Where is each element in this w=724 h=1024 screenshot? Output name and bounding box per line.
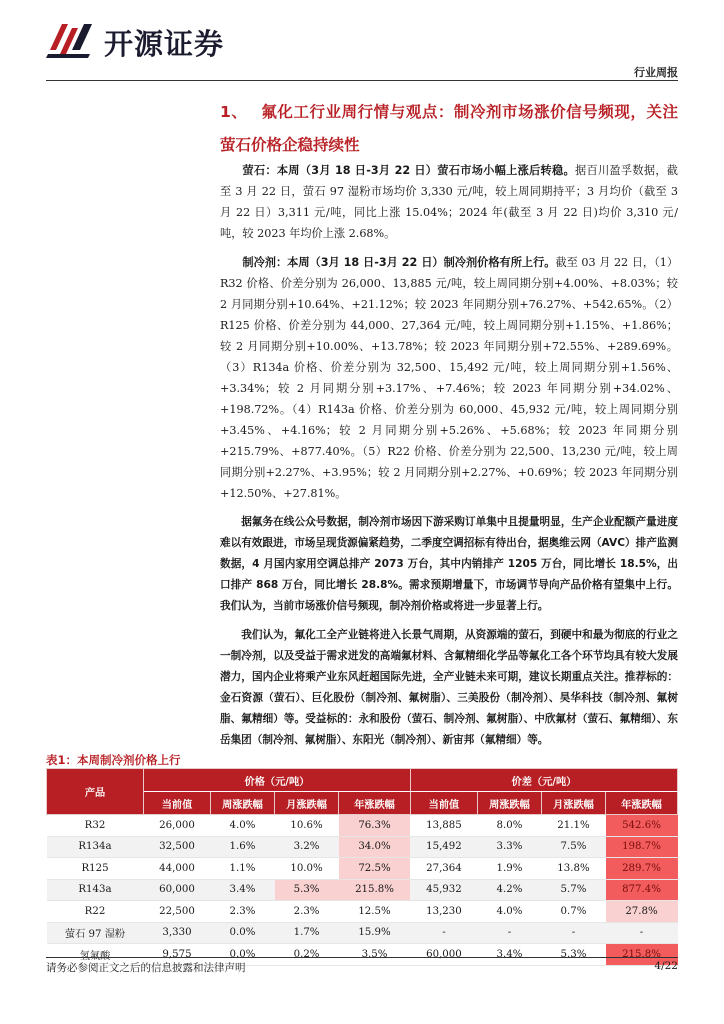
product-cell: R22 — [47, 901, 144, 923]
price-group-header: 价格（元/吨） — [144, 769, 411, 792]
price-cell: 12.5% — [339, 901, 411, 923]
column-header: 年涨跌幅 — [606, 792, 678, 815]
fluorite-paragraph — [220, 160, 678, 244]
price-cell: 44,000 — [144, 858, 211, 880]
price-cell: 3.2% — [275, 836, 339, 858]
column-header: 年涨跌幅 — [339, 792, 411, 815]
product-cell: R143a — [47, 879, 144, 901]
table-row — [47, 901, 678, 923]
footer-divider — [46, 957, 678, 958]
footer-disclaimer: 请务必参阅正文之后的信息披露和法律声明 — [46, 962, 246, 974]
price-cell: 4.0% — [210, 815, 274, 837]
page-number: 4/22 — [654, 960, 678, 972]
price-table — [46, 768, 678, 966]
price-cell: 76.3% — [339, 815, 411, 837]
price-cell: 9,575 — [144, 944, 211, 966]
price-cell: 10.0% — [275, 858, 339, 880]
spread-cell: 60,000 — [410, 944, 477, 966]
spread-cell: 4.0% — [477, 901, 541, 923]
spread-cell: 13,885 — [410, 815, 477, 837]
logo-text: 开源证券 — [104, 27, 225, 61]
spread-group-header: 价差（元/吨） — [410, 769, 677, 792]
section-title-text: 氟化工行业周行情与观点：制冷剂市场涨价信号频现，关注萤石价格企稳持续性 — [220, 103, 678, 154]
spread-cell: 3.4% — [477, 944, 541, 966]
price-cell: 60,000 — [144, 879, 211, 901]
price-cell: 3.4% — [210, 879, 274, 901]
table-row — [47, 815, 678, 837]
product-cell: R125 — [47, 858, 144, 880]
price-cell: 10.6% — [275, 815, 339, 837]
price-cell: 215.8% — [339, 879, 411, 901]
column-header: 月涨跌幅 — [275, 792, 339, 815]
market-paragraph: 据氟务在线公众号数据，制冷剂市场因下游采购订单集中且提量明显，生产企业配额产量进度难以有效跟进，市场呈现货源偏紧趋势，二季度空调招标有待出台，据奥维云网（AVC）排产监测数据，4 月国内家用空调总排产 2073 万台，其中内销排产 1205 万台，同比增长 18.5%，出口排产 868 万台，同比增长 28.8%。需求预期增量下，市场调节导向产品价格有望集中上行。我们认为，当前市场涨价信号频现，制冷剂价格或将进一步显著上行。 — [220, 516, 678, 612]
spread-cell: 27.8% — [606, 901, 678, 923]
refrigerant-lead: 制冷剂：本周（3月 18 日-3月 22 日）制冷剂价格有所上行。 — [242, 256, 556, 269]
price-cell: 2.3% — [210, 901, 274, 923]
column-header: 当前值 — [410, 792, 477, 815]
section-number: 1、 — [220, 103, 248, 121]
table-body — [47, 815, 678, 966]
section-title — [220, 96, 678, 162]
spread-cell: 215.8% — [606, 944, 678, 966]
column-header: 周涨跌幅 — [477, 792, 541, 815]
price-cell: 34.0% — [339, 836, 411, 858]
spread-cell: 3.3% — [477, 836, 541, 858]
spread-cell: 4.2% — [477, 879, 541, 901]
price-cell: 1.7% — [275, 922, 339, 944]
spread-cell: 0.7% — [541, 901, 605, 923]
logo-mark-icon — [46, 20, 96, 60]
spread-cell: 15,492 — [410, 836, 477, 858]
spread-cell: 7.5% — [541, 836, 605, 858]
table-caption: 表1：本周制冷剂价格上行 — [46, 753, 181, 767]
table-row — [47, 879, 678, 901]
spread-cell: 198.7% — [606, 836, 678, 858]
product-cell: 氢氟酸 — [47, 944, 144, 966]
header-divider — [46, 80, 678, 81]
column-header: 当前值 — [144, 792, 211, 815]
product-cell: R134a — [47, 836, 144, 858]
column-header: 周涨跌幅 — [210, 792, 274, 815]
table-row — [47, 922, 678, 944]
product-header: 产品 — [47, 769, 144, 815]
main-content — [220, 160, 678, 759]
column-header: 月涨跌幅 — [541, 792, 605, 815]
price-cell: 0.0% — [210, 922, 274, 944]
price-cell: 0.0% — [210, 944, 274, 966]
spread-cell: 877.4% — [606, 879, 678, 901]
price-cell: 15.9% — [339, 922, 411, 944]
price-cell: 0.2% — [275, 944, 339, 966]
table-row — [47, 858, 678, 880]
price-cell: 2.3% — [275, 901, 339, 923]
price-cell: 22,500 — [144, 901, 211, 923]
price-cell: 3,330 — [144, 922, 211, 944]
spread-cell: 27,364 — [410, 858, 477, 880]
company-logo — [46, 18, 276, 60]
spread-cell: 289.7% — [606, 858, 678, 880]
refrigerant-body: 截至 03 月 22 日，（1）R32 价格、价差分别为 26,000、13,885 元/吨，较上周同期分别+4.00%、+8.03%；较 2 月同期分别+10.64%、+21.12%；较 2023 年同期分别+76.27%、+542.65%。（2）R125 价格、价差分别为 44,000、27,364 元/吨，较上周同期分别+1.15%、+1.86%；较 2 月同期分别+10.00%、+13.78%；较 2023 年同期分别+72.55%、+289.69%。（3）R134a 价格、价差分别为 32,500、15,492 元/吨，较上周同期分别+1.56%、+3.34%；较 2 月同期分别+3.17%、+7.46%；较 2023 年同期分别+34.02%、+198.72%。（4）R143a 价格、价差分别为 60,000、45,932 元/吨，较上周同期分别+3.45%、+4.16%；较 2 月同期分别+5.26%、+5.68%；较 2023 年同期分别+215.79%、+877.40%。（5）R22 价格、价差分别为 22,500、13,230 元/吨，较上周同期分别+2.27%、+3.95%；较 2 月同期分别+2.27%、+0.69%；较 2023 年同期分别+12.50%、+27.81%。 — [220, 256, 679, 500]
spread-cell: - — [606, 922, 678, 944]
spread-cell: 13.8% — [541, 858, 605, 880]
price-cell: 5.3% — [275, 879, 339, 901]
fluorite-lead: 萤石：本周（3月 18 日-3月 22 日）萤石市场小幅上涨后转稳。 — [242, 164, 575, 177]
price-cell: 26,000 — [144, 815, 211, 837]
price-cell: 1.6% — [210, 836, 274, 858]
price-cell: 72.5% — [339, 858, 411, 880]
price-cell: 3.5% — [339, 944, 411, 966]
price-cell: 32,500 — [144, 836, 211, 858]
price-cell: 1.1% — [210, 858, 274, 880]
spread-cell: 13,230 — [410, 901, 477, 923]
spread-cell: 5.7% — [541, 879, 605, 901]
spread-cell: - — [410, 922, 477, 944]
spread-cell: 45,932 — [410, 879, 477, 901]
spread-cell: 21.1% — [541, 815, 605, 837]
table-row — [47, 836, 678, 858]
spread-cell: 5.3% — [541, 944, 605, 966]
product-cell: R32 — [47, 815, 144, 837]
fluorite-body: 据百川盈孚数据，截至 3 月 22 日，萤石 97 湿粉市场均价 3,330 元/吨，较上周同期持平；3 月均价（截至 3 月 22 日）3,311 元/吨，同比上涨 15.04%；2024 年(截至 3 月 22 日)均价 3,310 元/吨，较 2023 年均价上涨 2.68%。 — [220, 164, 678, 240]
document-type: 行业周报 — [634, 66, 678, 79]
view-paragraph: 我们认为，氟化工全产业链将进入长景气周期，从资源端的萤石，到硬中和最为彻底的行业之一制冷剂，以及受益于需求迸发的高端氟材料、含氟精细化学品等氟化工各个环节均具有较大发展潜力，国内企业将乘产业东风赶超国际先进，全产业链未来可期，建议长期重点关注。推荐标的：金石资源（萤石）、巨化股份（制冷剂、氟树脂）、三美股份（制冷剂）、昊华科技（制冷剂、氟树脂、氟精细）等。受益标的：永和股份（萤石、制冷剂、氟树脂）、中欣氟材（萤石、氟精细）、东岳集团（制冷剂、氟树脂）、东阳光（制冷剂）、新宙邦（氟精细）等。 — [220, 629, 678, 746]
spread-cell: - — [541, 922, 605, 944]
spread-cell: - — [477, 922, 541, 944]
refrigerant-paragraph — [220, 252, 678, 504]
spread-cell: 542.6% — [606, 815, 678, 837]
spread-cell: 1.9% — [477, 858, 541, 880]
spread-cell: 8.0% — [477, 815, 541, 837]
product-cell: 萤石 97 湿粉 — [47, 922, 144, 944]
